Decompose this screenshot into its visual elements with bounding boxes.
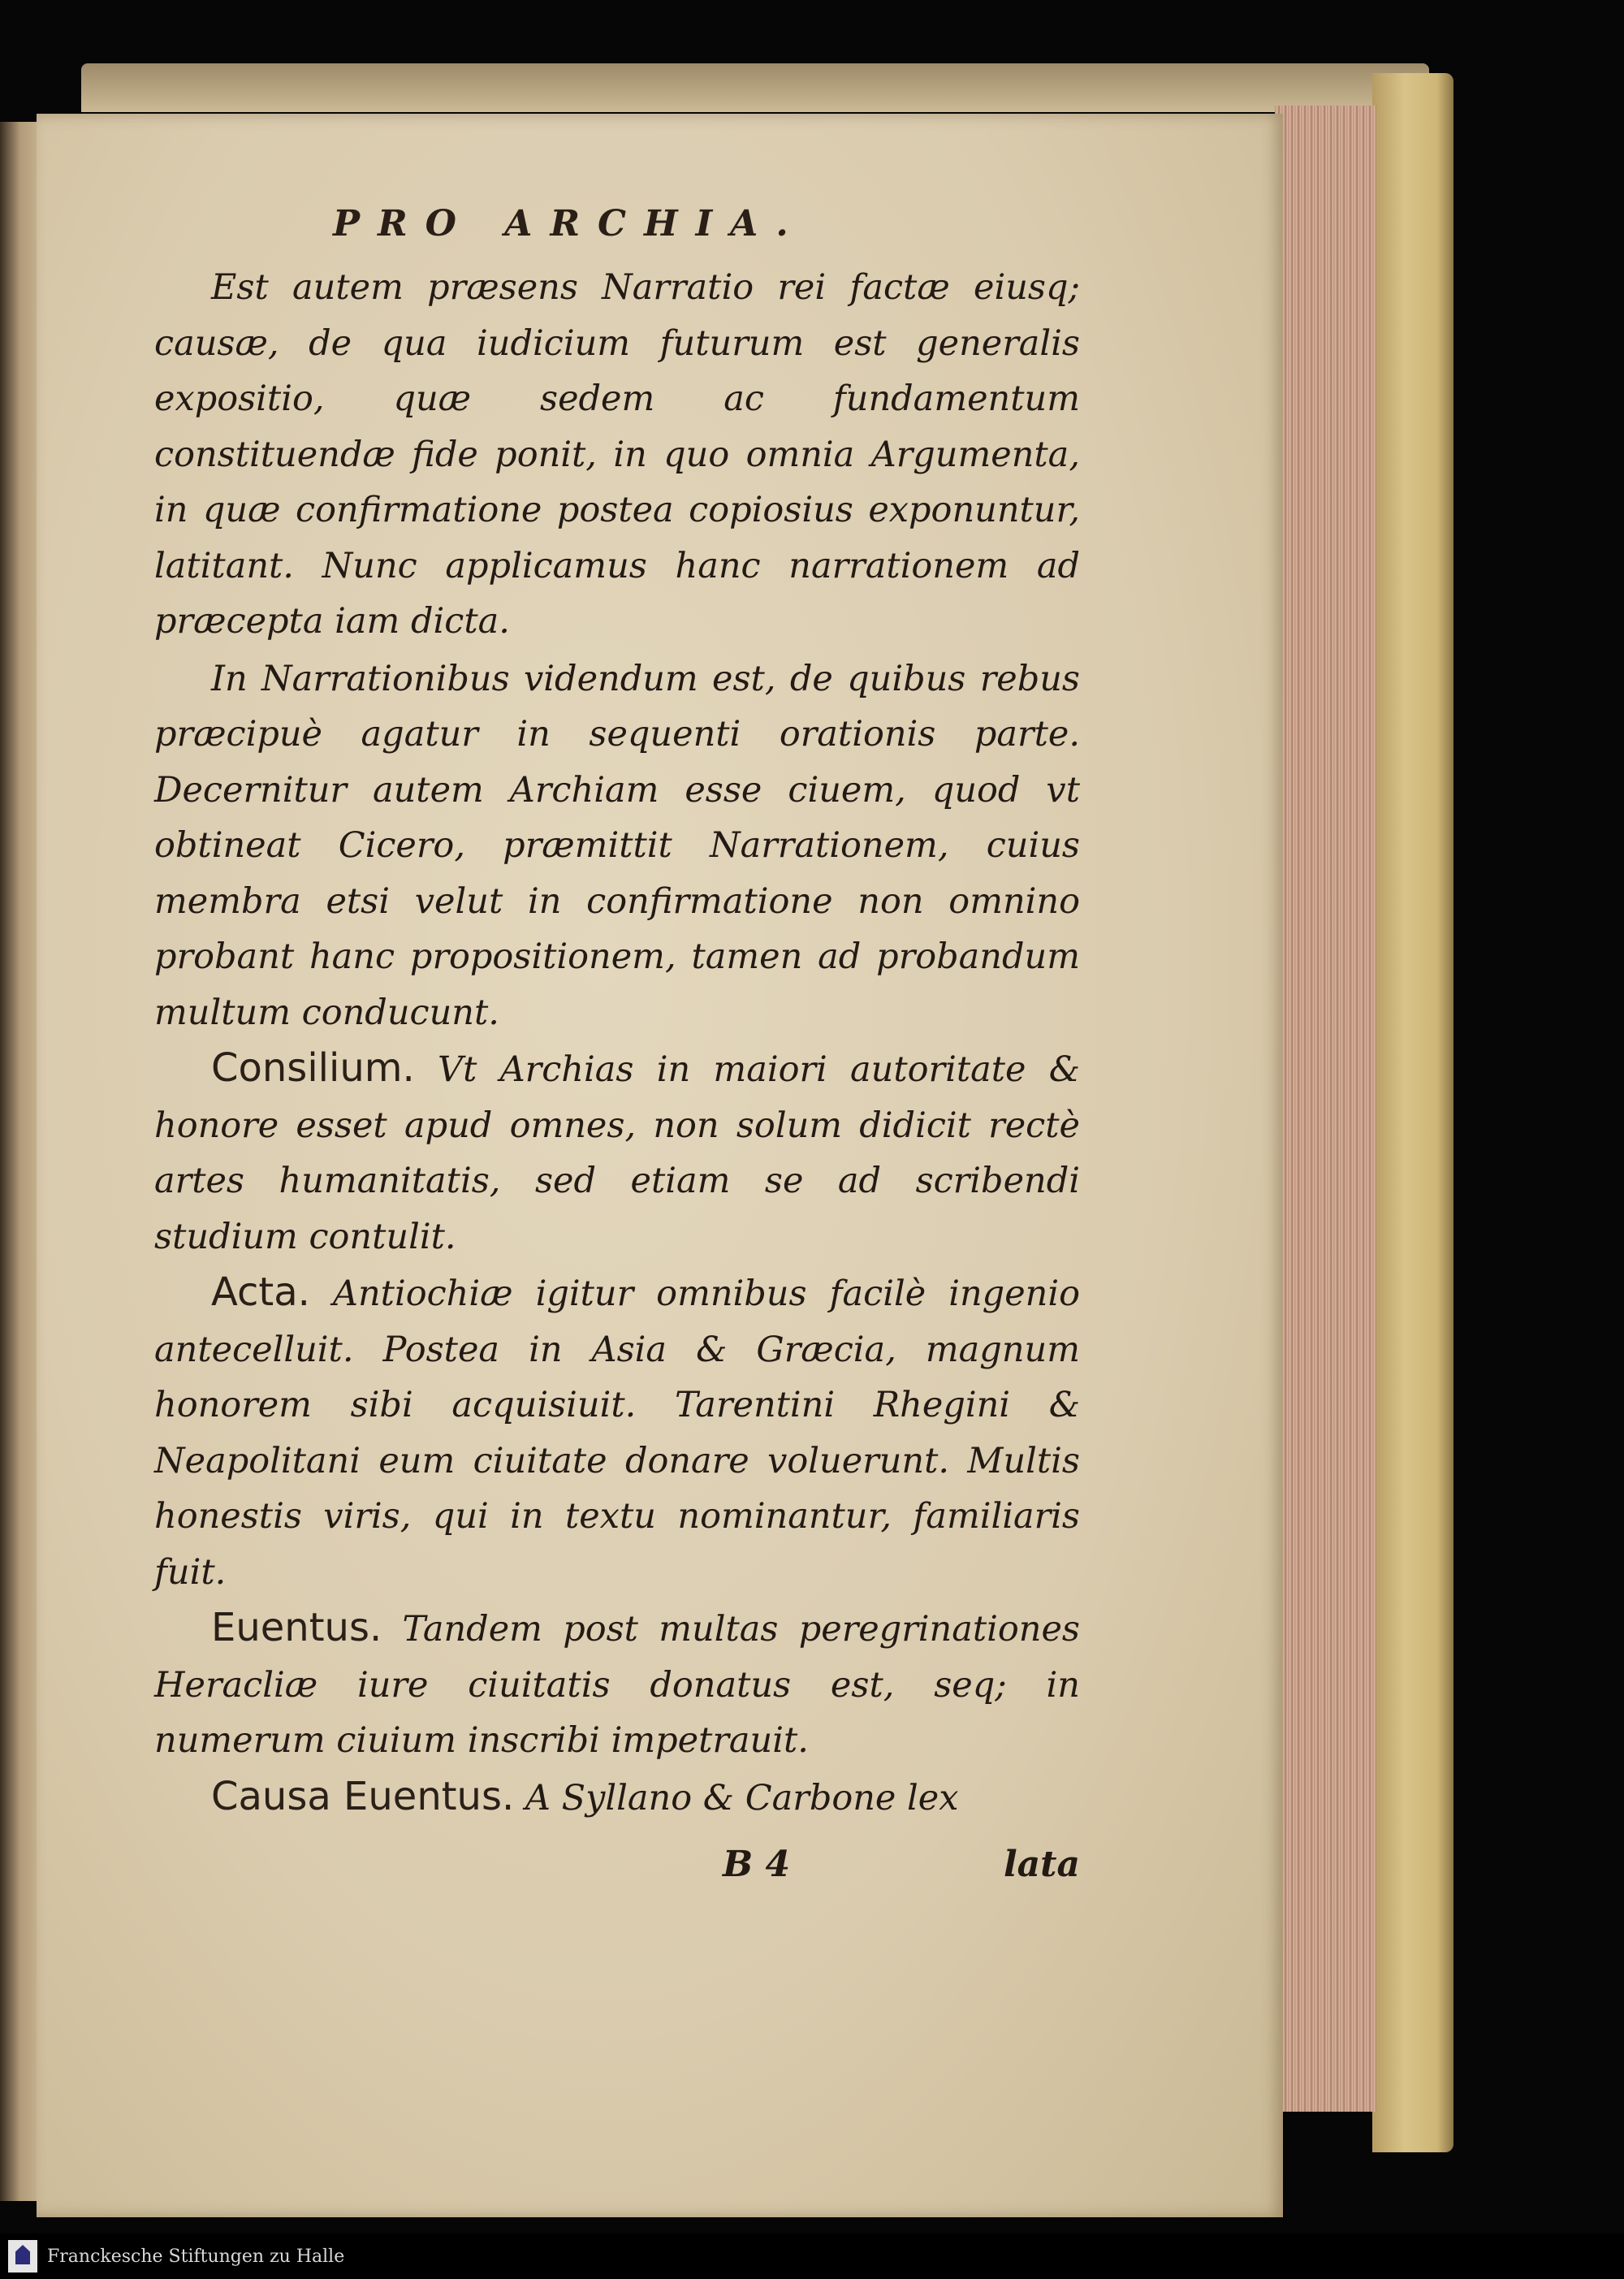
- paragraph: [154, 650, 1080, 1041]
- body-text: [154, 203, 1080, 1826]
- paragraph-label: Consilium.: [211, 1045, 415, 1091]
- paragraph-label: Causa Euentus.: [211, 1773, 515, 1819]
- paragraph-text: In Narrationibus videndum est, de quibus rebus præcipuè agatur in sequenti orationis parte. Decernitur autem Archiam esse ciuem, quod vt obtineat Cicero, præmittit Narrationem, cuius membra etsi velut in confirmatione non omnino probant hanc propositionem, tamen ad probandum multum conducunt.: [154, 658, 1080, 1033]
- paragraph: [154, 1040, 1080, 1265]
- paragraph-text: Antiochiæ igitur omnibus facilè ingenio antecelluit. Postea in Asia & Græcia, magnum honorem sibi acquisiuit. Tarentini Rhegini & Neapolitani eum ciuitate donare voluerunt. Multis honestis viris, qui in textu nominantur, familiaris fuit.: [154, 1274, 1080, 1593]
- paragraph-text: Tandem post multas peregrinationes Heracliæ iure ciuitatis donatus est, seq; in numerum ciuium inscribi impetrauit.: [154, 1609, 1080, 1761]
- book-cover-edge: [1372, 73, 1453, 2152]
- institution-credit: Franckesche Stiftungen zu Halle: [47, 2247, 345, 2267]
- book-cover-top: [81, 63, 1429, 112]
- page-stack-edges: [1275, 106, 1376, 2112]
- paragraph: [154, 1600, 1080, 1769]
- institution-logo-icon: [8, 2240, 37, 2273]
- signature-mark: B 4: [723, 1844, 791, 1885]
- paragraph-text: Vt Archias in maiori autoritate & honore esset apud omnes, non solum didicit rectè artes humanitatis, sed etiam se ad scribendi studium contulit.: [154, 1049, 1081, 1257]
- paragraph-text: Est autem præsens Narratio rei factæ eiusq; causæ, de qua iudicium futurum est generalis expositio, quæ sedem ac fundamentum constituendæ fide ponit, in quo omnia Argumenta, in quæ confirmatione postea copiosius exponuntur, latitant. Nunc applicamus hanc narrationem ad præcepta iam dicta.: [154, 267, 1080, 642]
- logo-building-icon: [15, 2245, 30, 2264]
- running-head: PRO ARCHIA.: [333, 203, 806, 244]
- paragraph: [154, 1265, 1080, 1600]
- paragraph-label: Acta.: [211, 1269, 310, 1315]
- paragraph-label: Euentus.: [211, 1605, 382, 1650]
- paragraph-text: A Syllano & Carbone lex: [525, 1777, 959, 1818]
- catchword: lata: [1003, 1844, 1080, 1885]
- paragraph: [154, 258, 1080, 650]
- paragraph: [154, 1769, 1080, 1827]
